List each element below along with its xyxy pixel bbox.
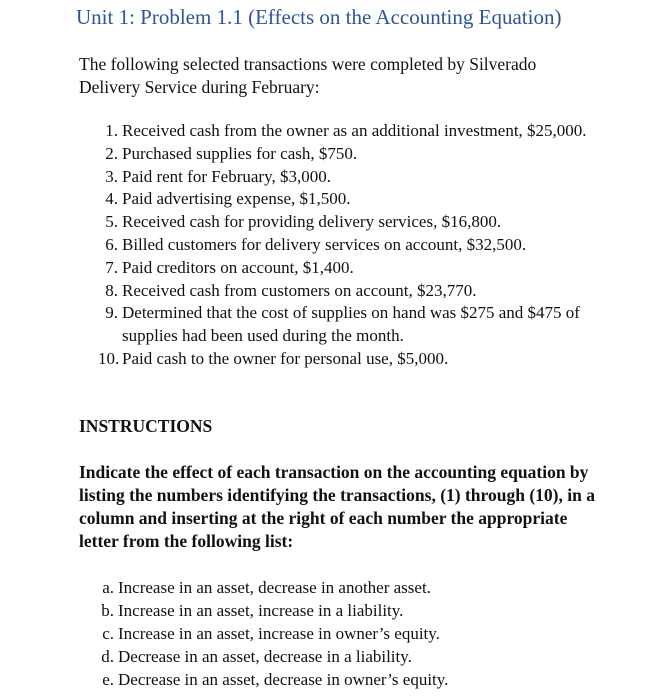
answer-options-list — [100, 576, 448, 691]
transaction-text: Billed customers for delivery services on account, $32,500. — [122, 234, 527, 254]
answer-option — [100, 622, 448, 645]
transaction-number: 6. — [105, 234, 118, 254]
transaction-item — [98, 188, 598, 211]
transaction-number: 2. — [105, 143, 118, 163]
page-title: Unit 1: Problem 1.1 (Effects on the Accounting Equation) — [76, 5, 562, 29]
option-text: Increase in an asset, increase in a liability. — [118, 601, 404, 620]
answer-option — [100, 599, 448, 622]
transaction-number: 8. — [105, 280, 118, 300]
transaction-item — [98, 348, 598, 371]
option-letter: a. — [102, 578, 114, 597]
option-text: Increase in an asset, decrease in another asset. — [118, 578, 431, 597]
instructions-heading: INSTRUCTIONS — [79, 416, 213, 436]
transaction-item — [98, 211, 598, 234]
transaction-number: 9. — [105, 303, 118, 323]
transaction-text: Paid rent for February, $3,000. — [122, 166, 331, 186]
transaction-item — [98, 302, 598, 348]
option-text: Decrease in an asset, decrease in a liability. — [118, 647, 412, 666]
answer-option — [100, 576, 448, 599]
transaction-number: 4. — [105, 189, 118, 209]
answer-option — [100, 645, 448, 668]
transaction-text: Paid advertising expense, $1,500. — [122, 189, 351, 209]
transaction-number: 7. — [105, 257, 118, 277]
transaction-number: 5. — [105, 212, 118, 232]
option-letter: e. — [102, 670, 114, 689]
option-letter: d. — [101, 647, 114, 666]
transaction-list — [98, 120, 598, 371]
transaction-item — [98, 166, 598, 189]
transaction-text: Paid cash to the owner for personal use, $5,000. — [122, 348, 449, 368]
option-letter: c. — [102, 624, 114, 643]
transaction-number: 1. — [105, 121, 118, 140]
intro-paragraph: The following selected transactions were completed by Silverado Delivery Service during February: — [79, 54, 537, 97]
transaction-item — [98, 120, 598, 143]
transaction-number: 3. — [105, 166, 118, 186]
transaction-text: Determined that the cost of supplies on hand was $275 and $475 of supplies had been used during the month. — [122, 303, 580, 346]
transaction-text: Purchased supplies for cash, $750. — [122, 143, 358, 163]
transaction-item — [98, 257, 598, 280]
transaction-text: Paid creditors on account, $1,400. — [122, 257, 354, 277]
option-text: Decrease in an asset, decrease in owner’s equity. — [118, 670, 449, 689]
answer-option — [100, 668, 448, 691]
transaction-item — [98, 234, 598, 257]
option-text: Increase in an asset, increase in owner’s equity. — [118, 624, 440, 643]
transaction-text: Received cash from customers on account, $23,770. — [122, 280, 477, 300]
transaction-text: Received cash from the owner as an additional investment, $25,000. — [122, 121, 587, 140]
transaction-number: 10. — [98, 348, 120, 368]
option-letter: b. — [101, 601, 114, 620]
transaction-text: Received cash for providing delivery services, $16,800. — [122, 212, 502, 232]
transaction-item — [98, 280, 598, 303]
transaction-item — [98, 143, 598, 166]
instructions-text: Indicate the effect of each transaction on the accounting equation by listing the numbers identifying the transactions, (1) through (10), in a column and inserting at the right of each number the appropriate letter from the following list: — [79, 462, 595, 551]
